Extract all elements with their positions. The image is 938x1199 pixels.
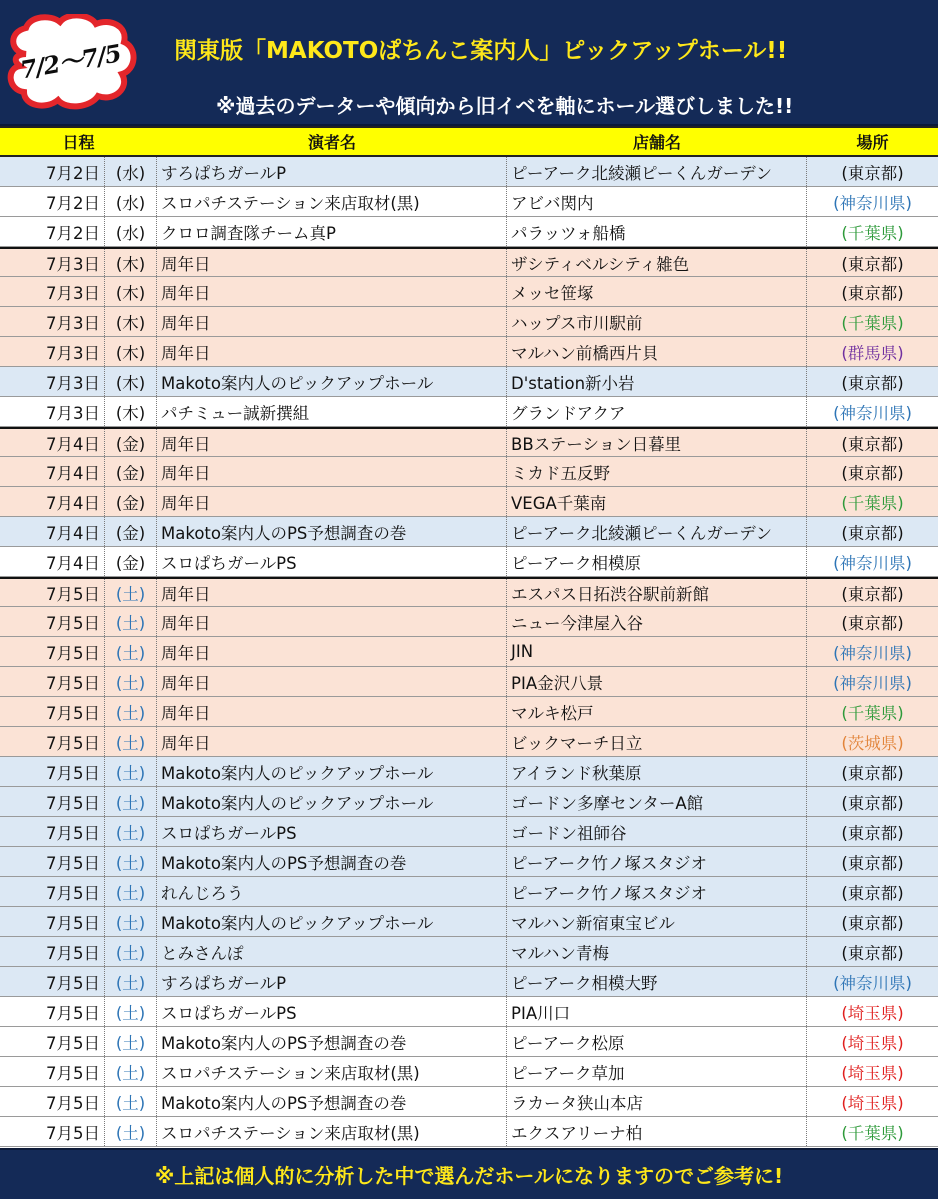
store-cell: PIA川口 [507,997,807,1026]
performer-cell: スロパチステーション来店取材(黒) [157,1057,507,1086]
store-cell: D'station新小岩 [507,367,807,396]
performer-cell: Makoto案内人のPS予想調査の巻 [157,1087,507,1116]
store-cell: ミカド五反野 [507,457,807,486]
store-cell: マルキ松戸 [507,697,807,726]
store-cell: ゴードン祖師谷 [507,817,807,846]
table-row [0,547,938,577]
place-cell: (神奈川県) [833,403,912,423]
date-cell: 7月2日 [0,187,105,216]
date-cell: 7月3日 [0,277,105,306]
weekday-cell: (土) [105,937,157,966]
table-row [0,187,938,217]
table-row [0,157,938,187]
place-cell: (埼玉県) [841,1033,904,1053]
store-cell: アイランド秋葉原 [507,757,807,786]
store-cell: PIA金沢八景 [507,667,807,696]
store-cell: ピーアーク竹ノ塚スタジオ [507,877,807,906]
place-cell: (東京都) [841,434,904,454]
place-cell: (東京都) [841,763,904,783]
date-cell: 7月5日 [0,697,105,726]
place-cell: (東京都) [841,163,904,183]
performer-cell: 周年日 [157,667,507,696]
store-cell: ザシティベルシティ雑色 [507,249,807,276]
place-cell: (千葉県) [841,703,904,723]
place-cell: (東京都) [841,254,904,274]
performer-cell: スロパチステーション来店取材(黒) [157,1117,507,1146]
weekday-cell: (木) [105,337,157,366]
store-cell: ゴードン多摩センターA館 [507,787,807,816]
store-cell: ピーアーク松原 [507,1027,807,1056]
date-cell: 7月3日 [0,337,105,366]
place-cell: (千葉県) [841,313,904,333]
performer-cell: 周年日 [157,277,507,306]
date-cell: 7月5日 [0,877,105,906]
table-row [0,337,938,367]
schedule-table [0,157,938,1147]
performer-cell: 周年日 [157,727,507,756]
weekday-cell: (木) [105,397,157,426]
date-cell: 7月2日 [0,217,105,246]
date-cell: 7月5日 [0,727,105,756]
store-cell: ピーアーク北綾瀬ピーくんガーデン [507,517,807,546]
table-row [0,397,938,427]
date-cell: 7月5日 [0,1087,105,1116]
weekday-cell: (土) [105,1087,157,1116]
performer-cell: Makoto案内人のPS予想調査の巻 [157,847,507,876]
date-cell: 7月5日 [0,997,105,1026]
performer-cell: Makoto案内人のピックアップホール [157,787,507,816]
column-header-row [0,126,938,157]
place-cell: (神奈川県) [833,673,912,693]
store-cell: マルハン青梅 [507,937,807,966]
table-row [0,487,938,517]
place-cell: (群馬県) [841,343,904,363]
place-cell: (茨城県) [841,733,904,753]
weekday-cell: (土) [105,727,157,756]
performer-cell: Makoto案内人のピックアップホール [157,757,507,786]
footer-note: ※上記は個人的に分析した中で選んだホールになりますのでご参考に! [0,1148,938,1199]
store-cell: ピーアーク相模原 [507,547,807,576]
date-cell: 7月5日 [0,667,105,696]
place-cell: (東京都) [841,373,904,393]
store-cell: JIN [507,637,807,666]
weekday-cell: (土) [105,1117,157,1146]
place-cell: (千葉県) [841,493,904,513]
place-cell: (東京都) [841,523,904,543]
performer-cell: スロぱちガールPS [157,997,507,1026]
store-cell: エクスアリーナ柏 [507,1117,807,1146]
table-row [0,997,938,1027]
date-cell: 7月5日 [0,847,105,876]
date-cell: 7月4日 [0,487,105,516]
weekday-cell: (土) [105,847,157,876]
table-row [0,247,938,277]
table-row [0,277,938,307]
weekday-cell: (土) [105,787,157,816]
weekday-cell: (木) [105,277,157,306]
table-row [0,637,938,667]
weekday-cell: (土) [105,607,157,636]
weekday-cell: (土) [105,877,157,906]
table-row [0,757,938,787]
table-row [0,217,938,247]
date-cell: 7月5日 [0,607,105,636]
weekday-cell: (土) [105,1057,157,1086]
weekday-cell: (金) [105,487,157,516]
performer-cell: 周年日 [157,607,507,636]
table-row [0,607,938,637]
performer-cell: Makoto案内人のPS予想調査の巻 [157,517,507,546]
performer-cell: 周年日 [157,337,507,366]
performer-cell: 周年日 [157,307,507,336]
table-row [0,1117,938,1147]
place-cell: (神奈川県) [833,643,912,663]
place-cell: (千葉県) [841,1123,904,1143]
date-cell: 7月4日 [0,517,105,546]
store-cell: ラカータ狭山本店 [507,1087,807,1116]
place-cell: (東京都) [841,943,904,963]
performer-cell: とみさんぽ [157,937,507,966]
place-cell: (千葉県) [841,223,904,243]
column-header-store: 店舗名 [632,133,681,152]
weekday-cell: (金) [105,457,157,486]
performer-cell: スロぱちガールPS [157,547,507,576]
date-cell: 7月3日 [0,397,105,426]
store-cell: ピーアーク竹ノ塚スタジオ [507,847,807,876]
date-cell: 7月5日 [0,1057,105,1086]
store-cell: VEGA千葉南 [507,487,807,516]
store-cell: ピーアーク相模大野 [507,967,807,996]
column-header-place: 場所 [856,133,889,152]
store-cell: メッセ笹塚 [507,277,807,306]
table-row [0,727,938,757]
performer-cell: 周年日 [157,249,507,276]
place-cell: (東京都) [841,793,904,813]
performer-cell: クロロ調査隊チーム真P [157,217,507,246]
place-cell: (東京都) [841,283,904,303]
place-cell: (埼玉県) [841,1003,904,1023]
place-cell: (東京都) [841,913,904,933]
performer-cell: 周年日 [157,697,507,726]
performer-cell: 周年日 [157,457,507,486]
place-cell: (東京都) [841,883,904,903]
performer-cell: パチミュー誠新撰組 [157,397,507,426]
performer-cell: Makoto案内人のPS予想調査の巻 [157,1027,507,1056]
date-cell: 7月4日 [0,457,105,486]
table-row [0,697,938,727]
weekday-cell: (金) [105,547,157,576]
table-row [0,667,938,697]
weekday-cell: (木) [105,249,157,276]
performer-cell: れんじろう [157,877,507,906]
date-cell: 7月5日 [0,817,105,846]
weekday-cell: (土) [105,579,157,606]
column-header-date: 日程 [62,133,95,152]
performer-cell: 周年日 [157,487,507,516]
table-row [0,1057,938,1087]
place-cell: (東京都) [841,613,904,633]
date-cell: 7月3日 [0,307,105,336]
date-cell: 7月5日 [0,967,105,996]
date-cell: 7月4日 [0,429,105,456]
date-cell: 7月5日 [0,907,105,936]
place-cell: (神奈川県) [833,193,912,213]
performer-cell: Makoto案内人のピックアップホール [157,367,507,396]
weekday-cell: (土) [105,697,157,726]
weekday-cell: (木) [105,367,157,396]
table-row [0,1027,938,1057]
weekday-cell: (土) [105,637,157,666]
store-cell: ハップス市川駅前 [507,307,807,336]
weekday-cell: (水) [105,187,157,216]
performer-cell: 周年日 [157,637,507,666]
table-row [0,787,938,817]
weekday-cell: (土) [105,967,157,996]
place-cell: (東京都) [841,823,904,843]
table-row [0,367,938,397]
performer-cell: すろぱちガールP [157,157,507,186]
date-cell: 7月4日 [0,547,105,576]
performer-cell: スロぱちガールPS [157,817,507,846]
weekday-cell: (土) [105,907,157,936]
store-cell: マルハン新宿東宝ビル [507,907,807,936]
table-row [0,907,938,937]
table-row [0,517,938,547]
place-cell: (東京都) [841,463,904,483]
performer-cell: Makoto案内人のピックアップホール [157,907,507,936]
store-cell: グランドアクア [507,397,807,426]
date-cell: 7月3日 [0,367,105,396]
performer-cell: すろぱちガールP [157,967,507,996]
weekday-cell: (水) [105,217,157,246]
weekday-cell: (土) [105,1027,157,1056]
date-cell: 7月5日 [0,1117,105,1146]
weekday-cell: (土) [105,667,157,696]
table-row [0,457,938,487]
place-cell: (埼玉県) [841,1093,904,1113]
date-cell: 7月3日 [0,249,105,276]
table-row [0,307,938,337]
table-row [0,577,938,607]
date-cell: 7月5日 [0,757,105,786]
header-banner [0,0,938,126]
store-cell: BBステーション日暮里 [507,429,807,456]
performer-cell: 周年日 [157,579,507,606]
weekday-cell: (金) [105,429,157,456]
place-cell: (東京都) [841,584,904,604]
table-row [0,1087,938,1117]
date-cell: 7月5日 [0,787,105,816]
store-cell: パラッツォ船橋 [507,217,807,246]
weekday-cell: (水) [105,157,157,186]
store-cell: アビバ関内 [507,187,807,216]
store-cell: ニュー今津屋入谷 [507,607,807,636]
table-row [0,817,938,847]
weekday-cell: (土) [105,817,157,846]
weekday-cell: (土) [105,757,157,786]
date-range-badge: 7/2〜7/5 [17,38,123,85]
store-cell: ビックマーチ日立 [507,727,807,756]
page-title: 関東版「MAKOTOぱちんこ案内人」ピックアップホール!! [174,38,788,64]
table-row [0,847,938,877]
store-cell: ピーアーク北綾瀬ピーくんガーデン [507,157,807,186]
page-subtitle: ※過去のデーターや傾向から旧イベを軸にホール選びしました!! [216,94,794,118]
weekday-cell: (金) [105,517,157,546]
place-cell: (神奈川県) [833,973,912,993]
date-cell: 7月5日 [0,937,105,966]
store-cell: エスパス日拓渋谷駅前新館 [507,579,807,606]
table-row [0,877,938,907]
place-cell: (埼玉県) [841,1063,904,1083]
date-cell: 7月5日 [0,637,105,666]
date-cell: 7月2日 [0,157,105,186]
performer-cell: スロパチステーション来店取材(黒) [157,187,507,216]
place-cell: (東京都) [841,853,904,873]
store-cell: マルハン前橋西片貝 [507,337,807,366]
table-row [0,427,938,457]
date-cell: 7月5日 [0,579,105,606]
place-cell: (神奈川県) [833,553,912,573]
weekday-cell: (木) [105,307,157,336]
weekday-cell: (土) [105,997,157,1026]
table-row [0,937,938,967]
column-header-performer: 演者名 [307,133,356,152]
performer-cell: 周年日 [157,429,507,456]
store-cell: ピーアーク草加 [507,1057,807,1086]
table-row [0,967,938,997]
date-cell: 7月5日 [0,1027,105,1056]
